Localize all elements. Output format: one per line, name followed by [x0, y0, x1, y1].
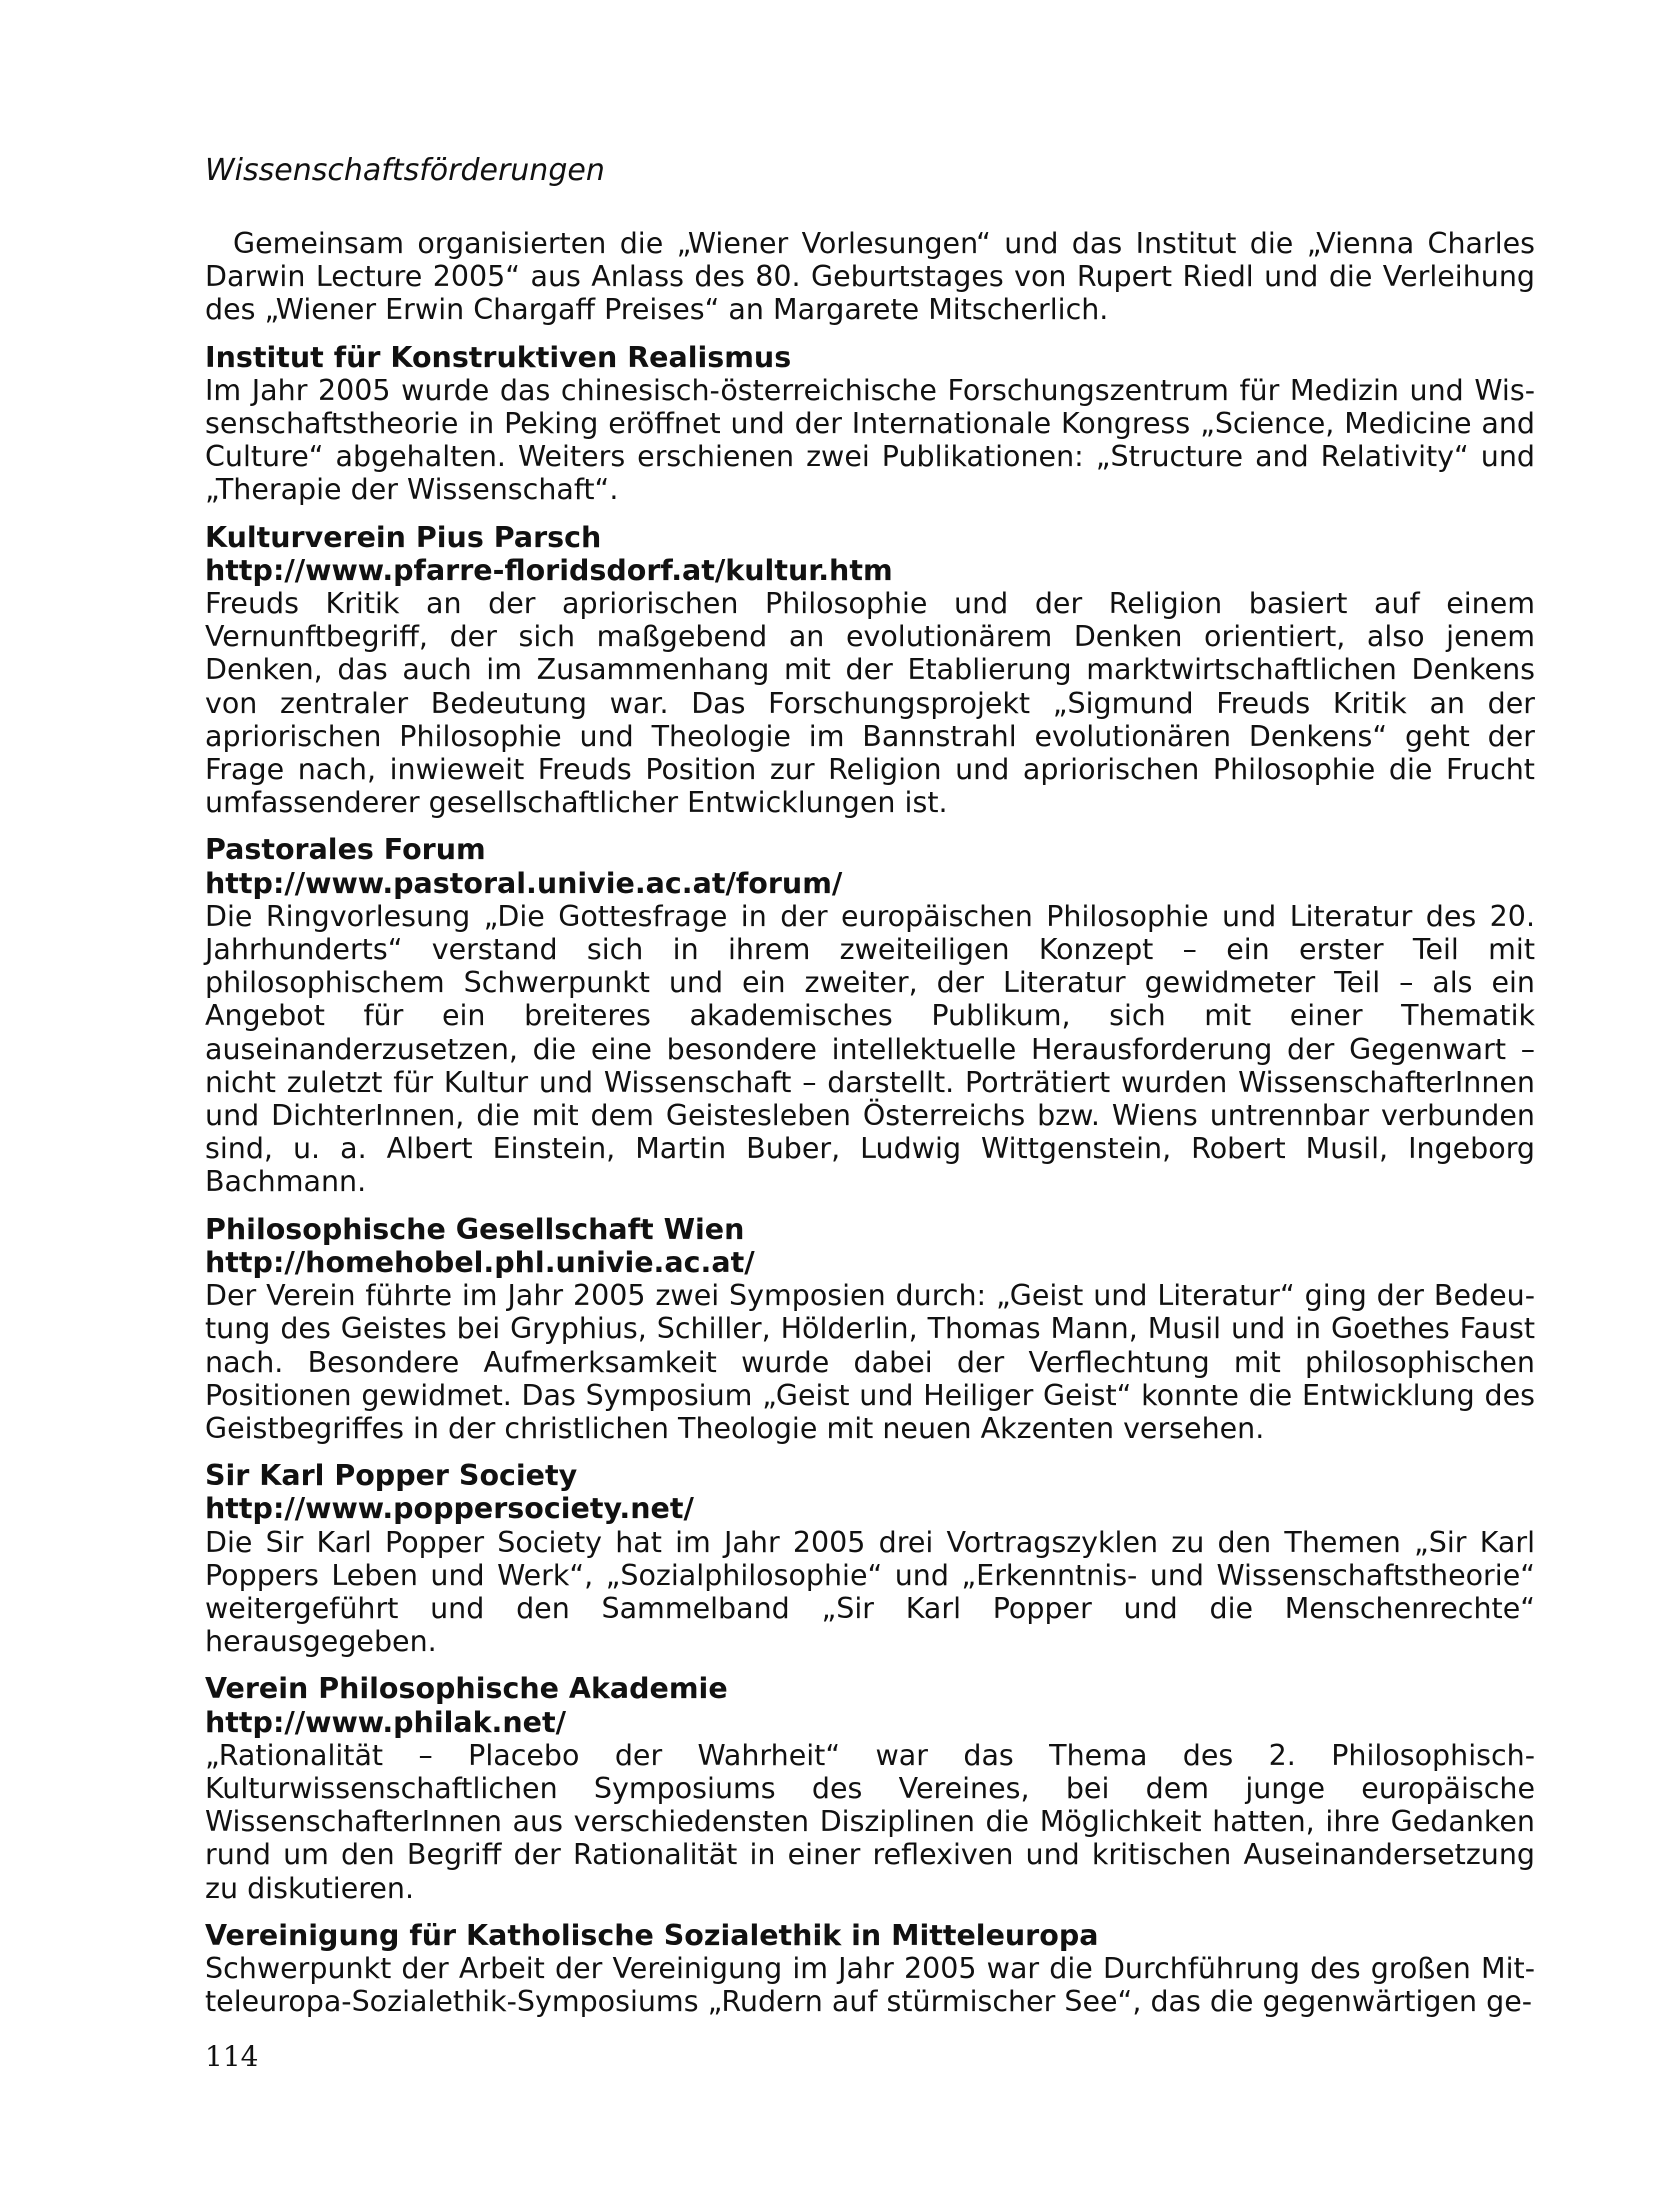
section-text: Freuds Kritik an der apriorischen Philosophie und der Religion basiert auf einem Vernunftbegriff, der sich maßgebend an evolutionärem Denken orientiert, also jenem Denken, das auch im Zusammenhang mit der Etablierung marktwirtschaftlichen Denkens von zentraler Bedeutung war. Das Forschungsprojekt „Sigmund Freuds Kritik an der apriorischen Philosophie und Theologie im Bannstrahl evolutionären Denkens“ geht der Frage nach, inwieweit Freuds Position zur Religion und apriorischen Philosophie die Frucht umfassenderer gesellschaftlicher Entwicklungen ist.	[205, 587, 1535, 820]
section-url[interactable]: http://www.philak.net/	[205, 1705, 567, 1739]
section-pastorales-forum	[205, 833, 1535, 1198]
section-text: „Rationalität – Placebo der Wahrheit“ war das Thema des 2. Philosophisch-Kulturwissenschaftlichen Symposiums des Vereines, bei dem junge europäische WissenschafterInnen aus verschiedensten Disziplinen die Möglichkeit hatten, ihre Gedanken rund um den Begriff der Rationalität in einer reflexiven und kritischen Auseinandersetzung zu diskutieren.	[205, 1738, 1535, 1905]
section-url[interactable]: http://www.pfarre-floridsdorf.at/kultur.htm	[205, 553, 893, 587]
section-katholische-sozialethik	[205, 1919, 1535, 2019]
section-text: Im Jahr 2005 wurde das chinesisch-österreichische Forschungszentrum für Medizin und Wissenschaftstheorie in Peking eröffnet und der Internationale Kongress „Science, Medicine and Culture“ abgehalten. Weiters erschienen zwei Publikationen: „Structure and Relativity“ und „Therapie der Wissenschaft“.	[205, 373, 1535, 507]
section-philosophische-gesellschaft	[205, 1213, 1535, 1445]
section-title: Verein Philosophische Akademie	[205, 1672, 728, 1706]
section-text: Schwerpunkt der Arbeit der Vereinigung im Jahr 2005 war die Durchführung des großen Mitteleuropa-Sozialethik-Symposiums „Rudern auf stürmischer See“, das die gegenwärtigen ge-	[205, 1951, 1535, 2019]
section-title: Pastorales Forum	[205, 833, 486, 867]
section-pius-parsch	[205, 521, 1535, 820]
section-title: Philosophische Gesellschaft Wien	[205, 1212, 745, 1246]
section-text: Der Verein führte im Jahr 2005 zwei Symposien durch: „Geist und Literatur“ ging der Bedeutung des Geistes bei Gryphius, Schiller, Hölderlin, Thomas Mann, Musil und in Goethes Faust nach. Besondere Aufmerksamkeit wurde dabei der Verflechtung mit philosophischen Positionen gewidmet. Das Symposium „Geist und Heiliger Geist“ konnte die Entwicklung des Geistbegriffes in der christlichen Theologie mit neuen Akzenten versehen.	[205, 1279, 1535, 1445]
section-title: Vereinigung für Katholische Sozialethik in Mitteleuropa	[205, 1918, 1099, 1952]
intro-paragraph: Gemeinsam organisierten die „Wiener Vorlesungen“ und das Institut die „Vienna Charles Darwin Lecture 2005“ aus Anlass des 80. Geburtstages von Rupert Riedl und die Verleihung des „Wiener Erwin Chargaff Preises“ an Margarete Mitscherlich.	[205, 227, 1535, 327]
section-url[interactable]: http://homehobel.phl.univie.ac.at/	[205, 1245, 755, 1279]
section-konstruktiver-realismus	[205, 341, 1535, 507]
section-text: Die Ringvorlesung „Die Gottesfrage in der europäischen Philosophie und Literatur des 20. Jahrhunderts“ verstand sich in ihrem zweiteiligen Konzept – ein erster Teil mit philosophischem Schwerpunkt und ein zweiter, der Literatur gewidmeter Teil – als ein Angebot für ein breiteres akademisches Publikum, sich mit einer Thematik auseinanderzusetzen, die eine besondere intellektuelle Herausforderung der Gegenwart – nicht zuletzt für Kultur und Wissenschaft – darstellt. Porträtiert wurden WissenschafterInnen und DichterInnen, die mit dem Geistesleben Österreichs bzw. Wiens untrennbar verbunden sind, u. a. Albert Einstein, Martin Buber, Ludwig Wittgenstein, Robert Musil, Ingeborg Bachmann.	[205, 899, 1535, 1199]
section-title: Kulturverein Pius Parsch	[205, 520, 602, 554]
running-head: Wissenschaftsförderungen	[205, 153, 605, 188]
section-philosophische-akademie	[205, 1672, 1535, 1904]
section-text: Die Sir Karl Popper Society hat im Jahr 2005 drei Vortragszyklen zu den Themen „Sir Karl Poppers Leben und Werk“, „Sozialphilosophie“ und „Erkenntnis- und Wissenschaftstheorie“ weitergeführt und den Sammelband „Sir Karl Popper und die Menschenrechte“ herausgegeben.	[205, 1525, 1535, 1659]
section-title: Institut für Konstruktiven Realismus	[205, 340, 792, 374]
page-number: 114	[205, 2040, 259, 2073]
section-url[interactable]: http://www.poppersociety.net/	[205, 1492, 694, 1526]
section-title: Sir Karl Popper Society	[205, 1459, 578, 1493]
section-url[interactable]: http://www.pastoral.univie.ac.at/forum/	[205, 866, 843, 900]
section-popper-society	[205, 1459, 1535, 1658]
page-body	[205, 227, 1535, 2032]
